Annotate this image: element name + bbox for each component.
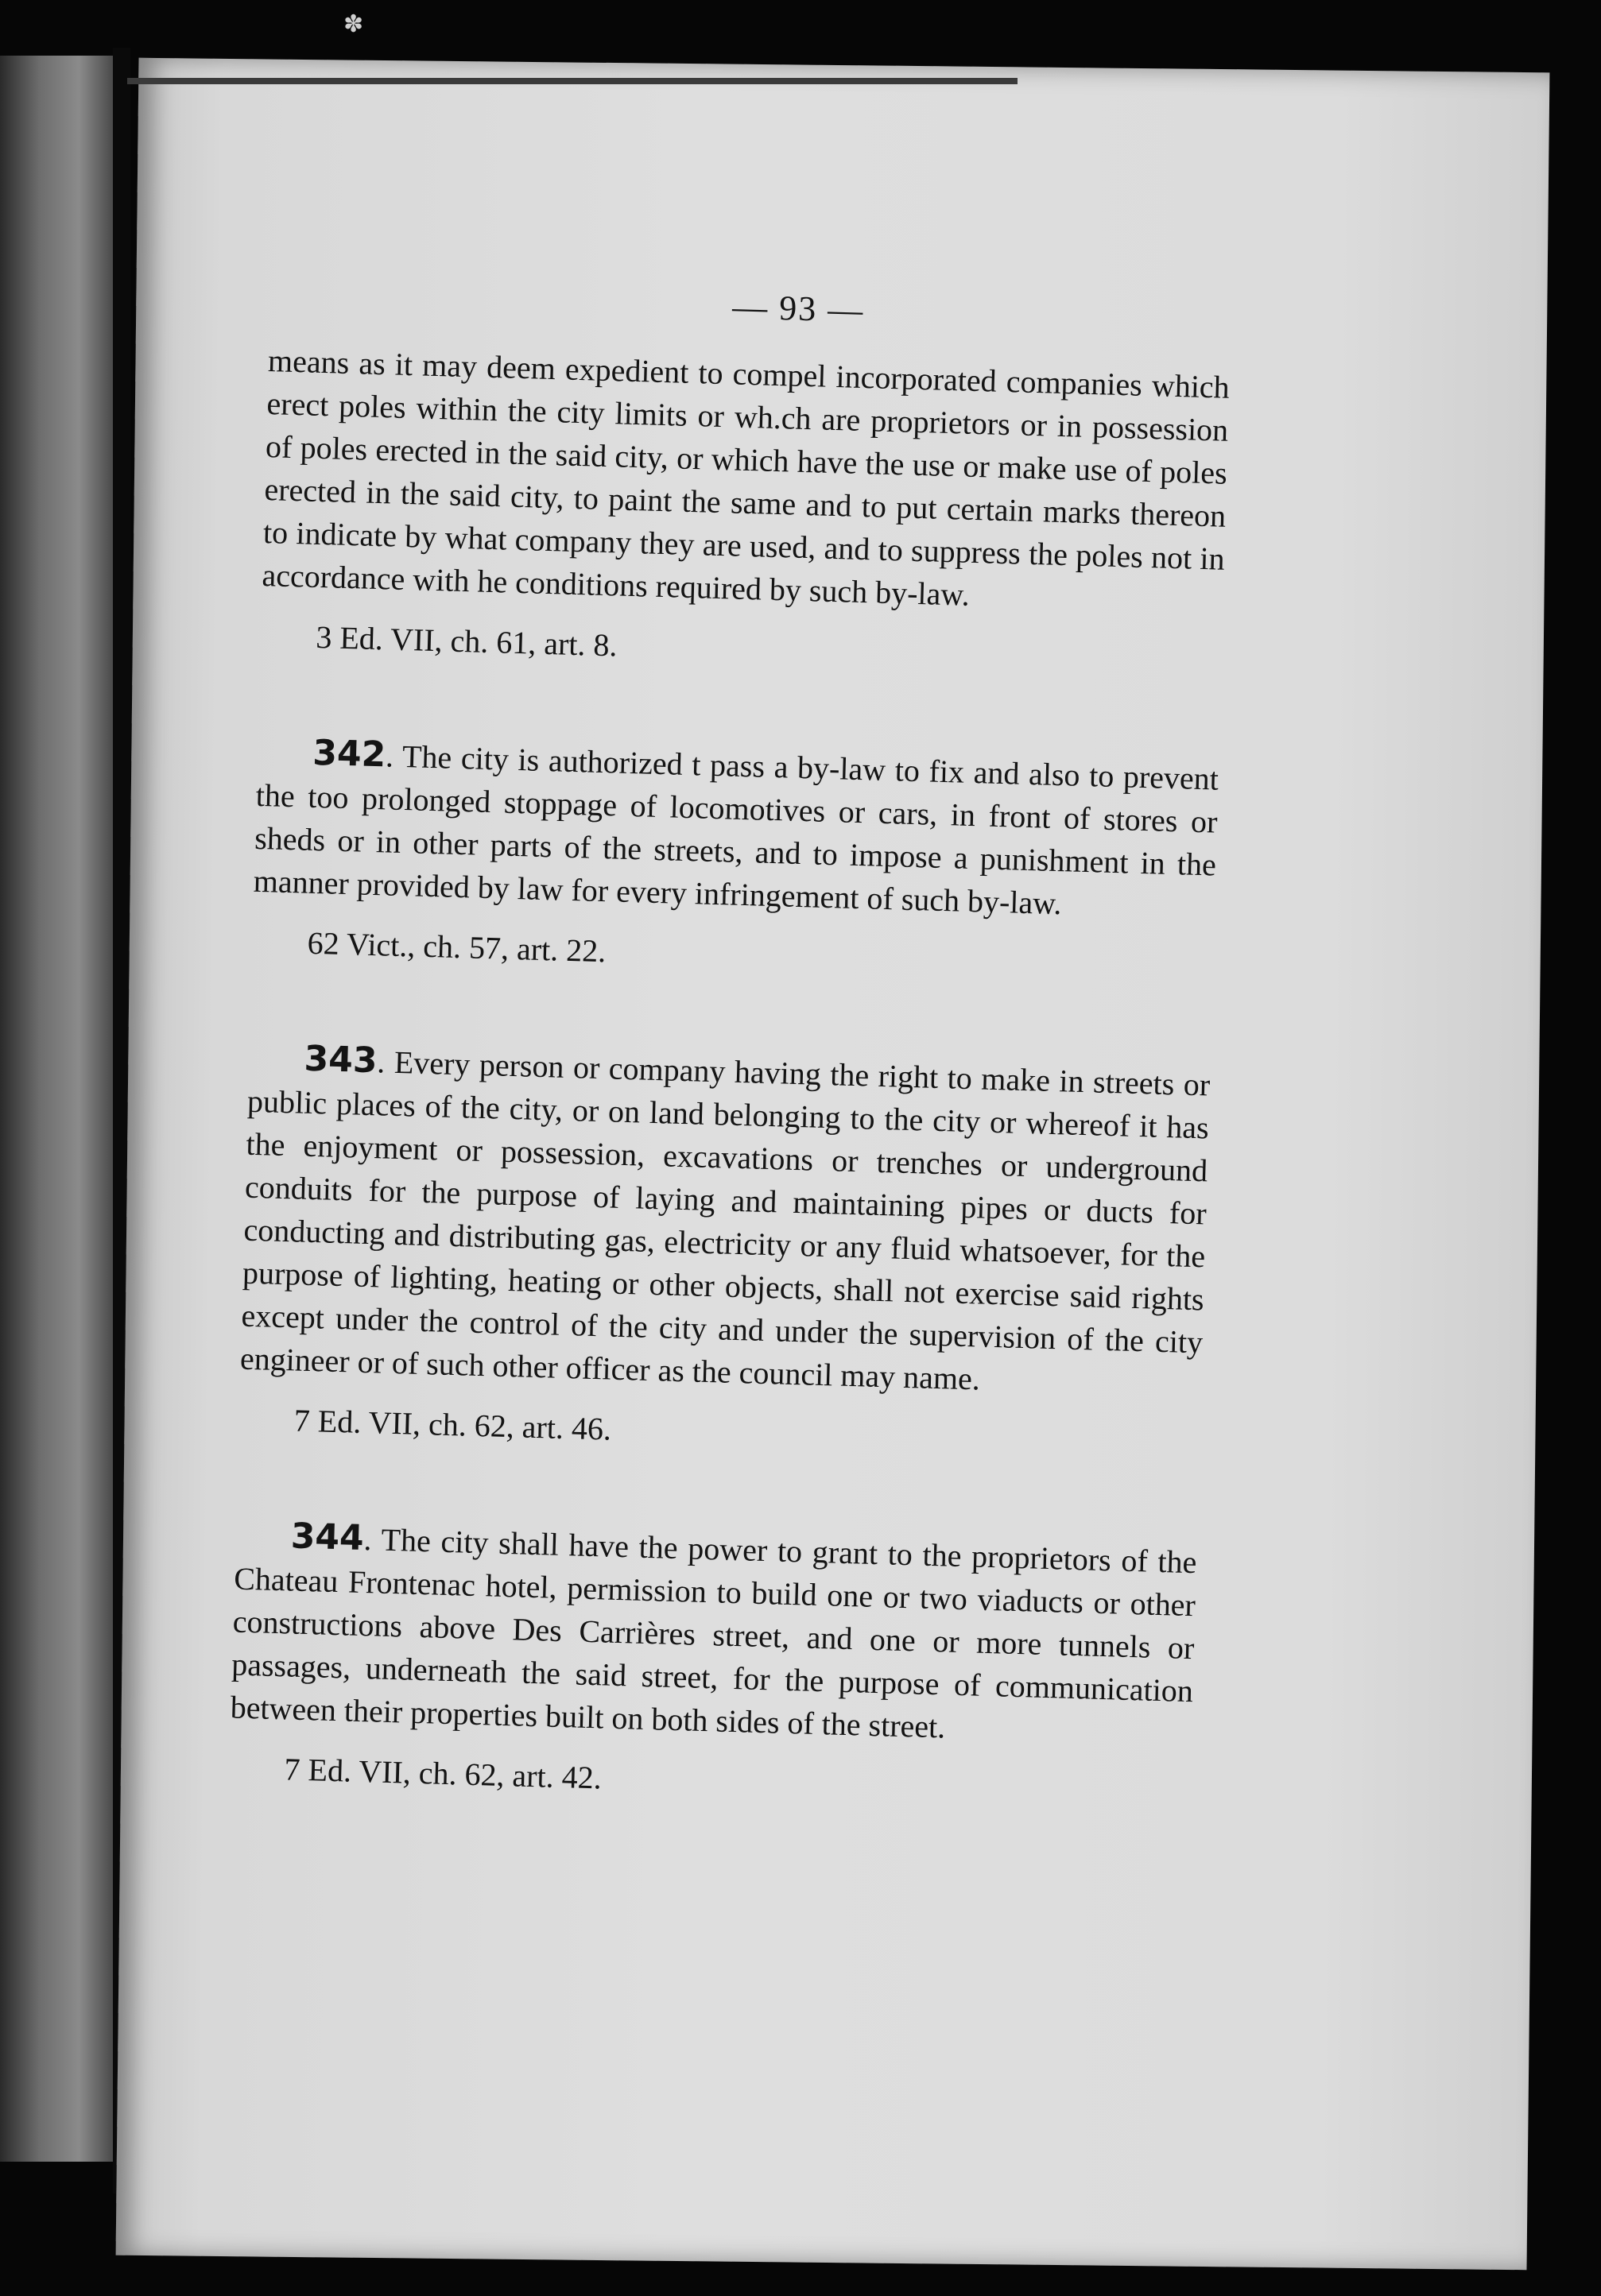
continuation-paragraph: means as it may deem expedient to compel incorporated companies which erect poles within the city limits or wh.ch are proprietors or in possession of poles erected in the said city, or which have the use or make use of poles erected in the said city, to paint the same and to put certain marks thereon to indicate by what company they are used, and to suppress the poles not in accordance with he conditions required by such by-law. (261, 343, 1231, 613)
section-paragraph (239, 1036, 1211, 1407)
citation: 7 Ed. VII, ch. 62, art. 46. (293, 1402, 612, 1447)
page-text (228, 273, 1232, 1816)
section-number: 342 (312, 732, 386, 776)
citation: 3 Ed. VII, ch. 61, art. 8. (315, 618, 618, 664)
section-342 (251, 730, 1219, 990)
citation: 62 Vict., ch. 57, art. 22. (307, 924, 607, 970)
left-page-edge (0, 56, 113, 2162)
section-343 (238, 1036, 1211, 1468)
section-paragraph (230, 1513, 1197, 1756)
section-paragraph (253, 730, 1219, 930)
page-top-edge (127, 78, 1018, 84)
section-text: . Every person or company having the right to make in streets or public places of the city, or on land belonging to the city or whereof it has the enjoyment or possession, excavations or trenches or underground conduits for the purpose of laying and maintaining pipes or ducts for conducting and distributing gas, electricity or any fluid whatsoever, for the purpose of lighting, heating or other objects, shall not exercise said rights except under the control of the city and under the supervision of the city engineer or of such other officer as the council may name. (239, 1043, 1211, 1397)
citation: 7 Ed. VII, ch. 62, art. 42. (284, 1751, 603, 1796)
scan-speck-icon: ✽ (343, 10, 364, 38)
section-344 (228, 1513, 1197, 1816)
section-number: 344 (290, 1516, 365, 1558)
page-number: — 93 — (731, 287, 865, 330)
section-text: . The city is authorized t pass a by-law to fix and also to prevent the too prolonged stoppage of locomotives or cars, in front of stores or sheds or in other parts of the streets, and to impose a punishment in the manner provided by law for every infringement of such by-law. (253, 738, 1219, 922)
section-number: 343 (303, 1038, 378, 1082)
section-text: . The city shall have the power to grant to the proprietors of the Chateau Frontenac hotel, permission to build one or two viaducts or other constructions above Des Carrières street, and one or more tunnels or passages, underneath the said street, for the purpose of communication between their properties built on both sides of the street. (230, 1521, 1198, 1745)
